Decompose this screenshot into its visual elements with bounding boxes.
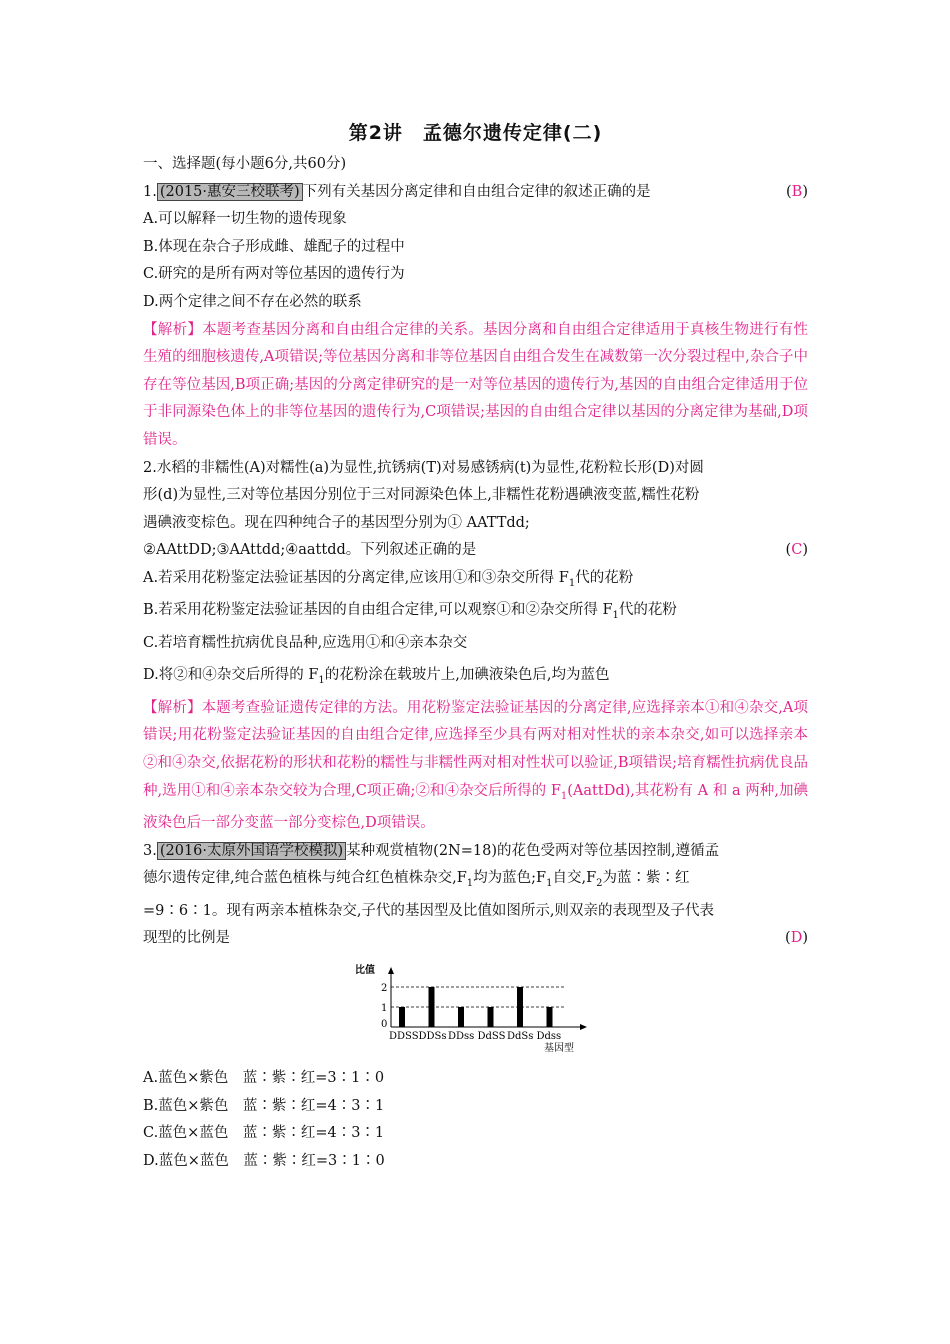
y-tick-label: 1 [381,1002,388,1014]
y-axis-label: 比值 [355,964,375,976]
option: C.蓝色×蓝色 蓝∶紫∶红=4∶3∶1 [143,1125,385,1142]
bar [517,987,523,1027]
page-title: 第2讲 孟德尔遗传定律(二) [348,122,603,144]
answer-label: (B) [786,183,808,200]
question-2-stem: 2.水稻的非糯性(A)对糯性(a)为显性,抗锈病(T)对易感锈病(t)为显性,花粉粒长形(D)对圆 [143,459,704,476]
bar [547,1007,553,1027]
option: D.将②和④杂交后所得的 $F_1$的花粉涂在载玻片上,加碘液染色后,均为蓝色 [143,667,610,687]
explanation: 【解析】本题考查验证遗传定律的方法。用花粉鉴定法验证基因的分离定律,应选择亲本①和④杂交,A项错误;用花粉鉴定法验证基因的自由组合定律,应选择至少具有两对相对性状的亲本杂交,如可以选择亲本②和④杂交,依据花粉的形状和花粉的糯性与非糯性两对相对性状可以验证,B项错误;培育糯性抗病优良品种,选用①和④亲本杂交较为合理,C项正确;②和④杂交后所得的 $F_1(AattDd)$,其花粉有 A 和 a 两种,加碘液染色后一部分变蓝一部分变棕色,D项错误。 [143,699,808,832]
question-2-stem: 形(d)为显性,三对等位基因分别位于三对同源染色体上,非糯性花粉遇碘液变蓝,糯性花粉 [143,487,700,504]
option: A.蓝色×紫色 蓝∶紫∶红=3∶1∶0 [143,1069,385,1086]
y-tick-label: 2 [381,982,388,994]
genotype-ratio-chart [353,961,603,1061]
x-tick-label: DdSS [477,1030,506,1042]
y-tick-label: 0 [381,1018,388,1030]
explanation: 【解析】本题考查基因分离和自由组合定律的关系。基因分离和自由组合定律适用于真核生物进行有性生殖的细胞核遗传,A项错误;等位基因分离和非等位基因自由组合发生在减数第一次分裂过程中,杂合子中存在等位基因,B项正确;基因的分离定律研究的是一对等位基因的遗传行为,基因的自由组合定律适用于位于非同源染色体上的非等位基因的遗传行为,C项错误;基因的自由组合定律以基因的分离定律为基础,D项错误。 [143,321,808,448]
bar [399,1007,405,1027]
question-3-stem: =9∶6∶1。现有两亲本植株杂交,子代的基因型及比值如图所示,则双亲的表现型及子代表 [143,902,715,919]
source-tag: (2016·太原外国语学校模拟) [157,842,346,860]
x-tick-label: DDSS [389,1030,419,1042]
bar [429,987,435,1027]
option: B.若采用花粉鉴定法验证基因的自由组合定律,可以观察①和②杂交所得 $F_1$代的花粉 [143,602,677,622]
x-tick-label: DDss [448,1030,475,1042]
y-axis-arrow [388,967,394,974]
question-3-stem: 3. (2016·太原外国语学校模拟) 某种观赏植物(2N=18)的花色受两对等位基因控制,遵循孟 [143,842,720,859]
question-2-stem: ②AAttDD;③AAttdd;④aattdd。下列叙述正确的是 (C) [143,537,808,565]
option: B.体现在杂合子形成雌、雄配子的过程中 [143,238,405,255]
question-3-stem: 德尔遗传定律,纯合蓝色植株与纯合红色植株杂交$,F_1$均为蓝色$;F_1$自交$,F_2$为蓝∶紫∶红 [143,870,690,890]
option: B.蓝色×紫色 蓝∶紫∶红=4∶3∶1 [143,1097,385,1114]
option: C.研究的是所有两对等位基因的遗传行为 [143,266,405,283]
question-1-stem: 1. (2015·惠安三校联考) 下列有关基因分离定律和自由组合定律的叙述正确的是 (B) [143,179,808,207]
option: D.蓝色×蓝色 蓝∶紫∶红=3∶1∶0 [143,1152,385,1169]
question-2-stem: 遇碘液变棕色。现在四种纯合子的基因型分别为① AATTdd; [143,514,530,531]
option: C.若培育糯性抗病优良品种,应选用①和④亲本杂交 [143,634,468,651]
x-tick-label: DdSs [507,1030,534,1042]
option: D.两个定律之间不存在必然的联系 [143,293,362,310]
question-3-stem: 现型的比例是 (D) [143,925,808,953]
answer-label: (D) [785,930,808,947]
bar-chart [353,961,603,1061]
option: A.若采用花粉鉴定法验证基因的分离定律,应该用①和③杂交所得 $F_1$代的花粉 [143,569,634,589]
section-heading: 一、选择题(每小题6分,共60分) [143,156,347,172]
x-axis-label: 基因型 [544,1042,574,1054]
x-tick-label: Ddss [536,1030,562,1042]
x-tick-label: DDSs [418,1030,447,1042]
option: A.可以解释一切生物的遗传现象 [143,211,347,228]
bar [458,1007,464,1027]
x-axis-arrow [580,1024,587,1030]
answer-label: (C) [785,542,808,559]
bar [488,1007,494,1027]
source-tag: (2015·惠安三校联考) [157,183,303,201]
document-page [143,118,808,1175]
